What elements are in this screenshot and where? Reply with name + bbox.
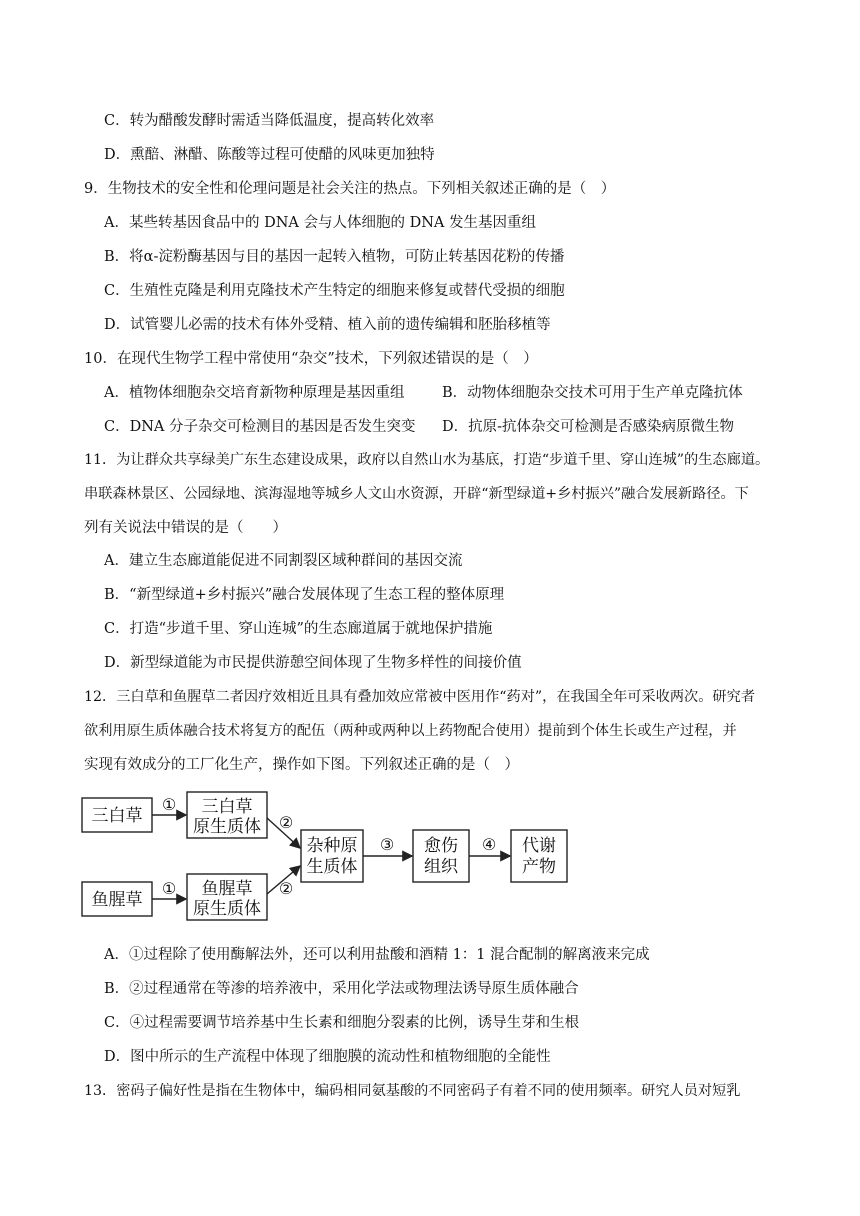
q9-option-a: A．某些转基因食品中的 DNA 会与人体细胞的 DNA 发生基因重组	[104, 215, 536, 231]
label-proto2-line1: 鱼腥草	[201, 879, 253, 899]
label-sanbaicao: 三白草	[91, 806, 143, 826]
q13-stem-line1: 13．密码子偏好性是指在生物体中，编码相同氨基酸的不同密码子有着不同的使用频率。研究人员对短乳	[84, 1083, 741, 1099]
q9-option-d: D．试管婴儿必需的技术有体外受精、植入前的遗传编辑和胚胎移植等	[104, 317, 551, 333]
protoplast-fusion-diagram	[80, 790, 570, 930]
q11-option-b: B．“新型绿道+乡村振兴”融合发展体现了生态工程的整体原理	[104, 587, 505, 603]
q10-option-d: D．抗原-抗体杂交可检测是否感染病原微生物	[442, 419, 735, 435]
label-proto1-line1: 三白草	[201, 797, 253, 817]
q10-option-b: B．动物体细胞杂交技术可用于生产单克隆抗体	[442, 385, 743, 401]
step-4: ④	[481, 835, 497, 854]
label-proto1-line2: 原生质体	[193, 817, 261, 837]
q11-stem-line2: 串联森林景区、公园绿地、滨海湿地等城乡人文山水资源，开辟“新型绿道+乡村振兴”融合发展新路径。下	[84, 486, 749, 502]
label-callus-line2: 组织	[424, 857, 458, 877]
q8-option-d: D．熏醅、淋醋、陈酸等过程可使醋的风味更加独特	[104, 147, 435, 163]
step-2-bottom: ②	[278, 879, 294, 898]
q12-option-c: C．④过程需要调节培养基中生长素和细胞分裂素的比例，诱导生芽和生根	[104, 1015, 580, 1031]
q11-option-d: D．新型绿道能为市民提供游憩空间体现了生物多样性的间接价值	[104, 655, 522, 671]
q8-option-c: C．转为醋酸发酵时需适当降低温度，提高转化效率	[104, 113, 435, 129]
step-2-top: ②	[278, 813, 294, 832]
label-product-line1: 代谢	[522, 836, 556, 856]
q12-stem-line3: 实现有效成分的工厂化生产，操作如下图。下列叙述正确的是（ ）	[84, 757, 519, 773]
q10-option-c: C．DNA 分子杂交可检测目的基因是否发生突变	[104, 419, 416, 435]
q10-stem: 10．在现代生物学工程中常使用“杂交”技术，下列叙述错误的是（ ）	[84, 351, 538, 367]
q9-option-c: C．生殖性克隆是利用克隆技术产生特定的细胞来修复或替代受损的细胞	[104, 283, 565, 299]
label-callus-line1: 愈伤	[424, 836, 458, 856]
q11-stem-line3: 列有关说法中错误的是（ ）	[84, 520, 287, 536]
q12-option-b: B．②过程通常在等渗的培养液中，采用化学法或物理法诱导原生质体融合	[104, 981, 579, 997]
q9-option-b: B．将α-淀粉酶基因与目的基因一起转入植物，可防止转基因花粉的传播	[104, 249, 565, 265]
step-1-bottom: ①	[161, 879, 177, 898]
label-product-line2: 产物	[522, 857, 556, 877]
label-yuxingcao: 鱼腥草	[91, 890, 143, 910]
q10-option-a: A．植物体细胞杂交培育新物种原理是基因重组	[104, 385, 405, 401]
label-hybrid-line1: 杂种原	[306, 836, 358, 856]
q11-option-a: A．建立生态廊道能促进不同割裂区域种群间的基因交流	[104, 553, 463, 569]
q12-option-a: A．①过程除了使用酶解法外，还可以利用盐酸和酒精 1：1 混合配制的解离液来完成	[104, 947, 650, 963]
q12-stem-line1: 12．三白草和鱼腥草二者因疗效相近且具有叠加效应常被中医用作“药对”，在我国全年可采收两次。研究者	[84, 689, 756, 705]
label-proto2-line2: 原生质体	[193, 899, 261, 919]
q12-stem-line2: 欲利用原生质体融合技术将复方的配伍（两种或两种以上药物配合使用）提前到个体生长或生产过程，并	[84, 723, 737, 739]
step-1-top: ①	[161, 795, 177, 814]
q11-stem-line1: 11．为让群众共享绿美广东生态建设成果，政府以自然山水为基底，打造“步道千里、穿山连城”的生态廊道。	[84, 452, 770, 468]
q12-option-d: D．图中所示的生产流程中体现了细胞膜的流动性和植物细胞的全能性	[104, 1049, 551, 1065]
q11-option-c: C．打造“步道千里、穿山连城”的生态廊道属于就地保护措施	[104, 621, 493, 637]
q9-stem: 9．生物技术的安全性和伦理问题是社会关注的热点。下列相关叙述正确的是（ ）	[84, 181, 616, 197]
label-hybrid-line2: 生质体	[306, 857, 358, 877]
step-3: ③	[379, 835, 395, 854]
